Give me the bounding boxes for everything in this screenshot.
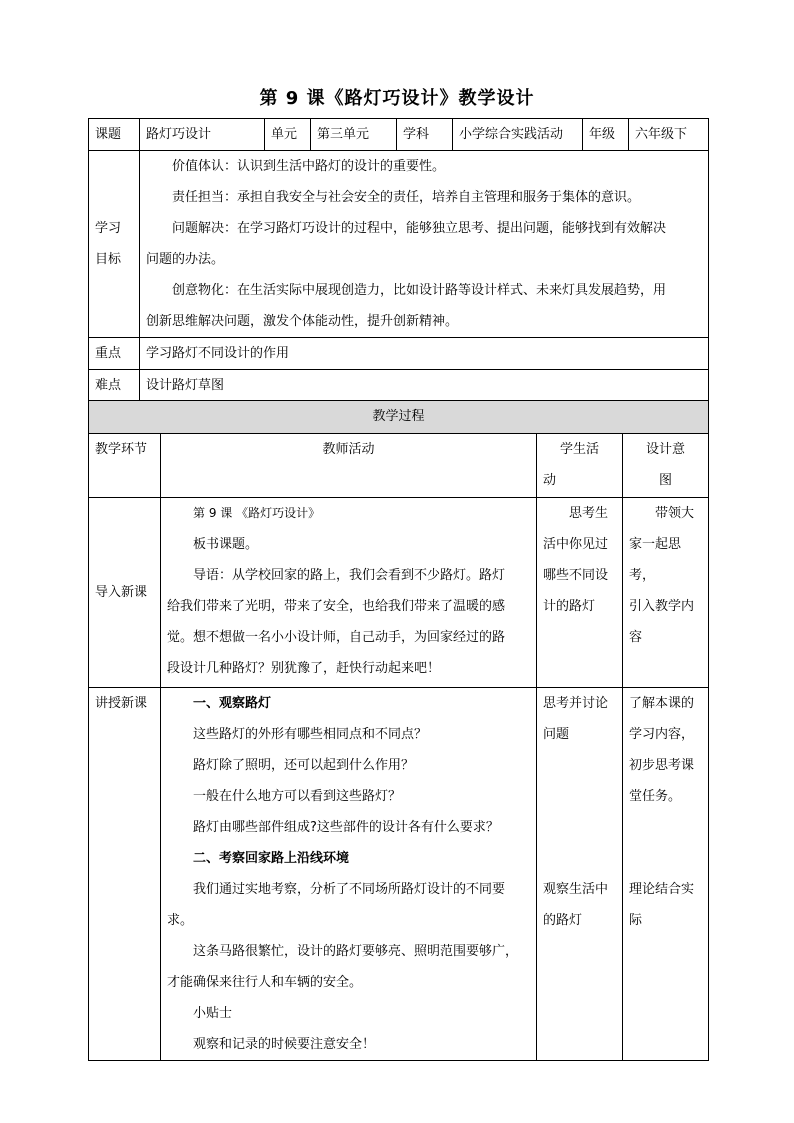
intro-intent-line1: 带领大 (655, 506, 695, 521)
key-point-value: 学习路灯不同设计的作用 (140, 338, 709, 370)
lecture-design-intent (623, 688, 709, 1061)
lesson-info-table (88, 118, 709, 402)
lecture-intent1-line2: 学习内容， (629, 727, 695, 742)
col-intent-line1: 设计意 (646, 442, 686, 457)
intro-stage: 导入新课 (89, 498, 161, 688)
objective-value: 价值体认：认识到生活中路灯的设计的重要性。 (172, 159, 446, 174)
col-student-line1: 学生活 (559, 442, 599, 457)
page-title: 第 9 课《路灯巧设计》教学设计 (259, 88, 535, 109)
lecture-intent1-line1: 了解本课的 (629, 696, 695, 711)
unit-label: 单元 (265, 119, 311, 151)
subject-value: 小学综合实践活动 (453, 119, 583, 151)
lecture-intent2-line2: 际 (629, 913, 643, 928)
lecture-student2-line1: 观察生活中 (543, 882, 609, 897)
lecture-teacher-activity (161, 688, 537, 1061)
lecture-student1-line2: 问题 (543, 727, 570, 742)
intro-teacher-activity (161, 498, 537, 688)
objective-problem-line2: 问题的办法。 (146, 252, 225, 267)
lecture-p2-line2: 才能确保来往行人和车辆的安全。 (167, 975, 363, 990)
lecture-intent1-line4: 堂任务。 (629, 789, 682, 804)
topic-value: 路灯巧设计 (140, 119, 265, 151)
intro-intent-line3: 引入教学内 (629, 599, 695, 614)
col-teacher-header: 教师活动 (161, 434, 537, 498)
lecture-question-3: 一般在什么地方可以看到这些路灯？ (193, 789, 402, 804)
col-intent-header (623, 434, 709, 498)
unit-value: 第三单元 (311, 119, 397, 151)
intro-guide-line3: 觉。想不想做一名小小设计师，自己动手，为回家经过的路 (167, 630, 506, 645)
objectives-label-line1: 学习 (95, 221, 122, 236)
intro-board: 板书课题。 (193, 537, 259, 552)
lecture-student-activity (537, 688, 623, 1061)
grade-label: 年级 (583, 119, 629, 151)
lecture-question-2: 路灯除了照明，还可以起到什么作用？ (193, 758, 415, 773)
lecture-p1-line1: 我们通过实地考察，分析了不同场所路灯设计的不同要 (193, 882, 506, 897)
lecture-p1-line2: 求。 (167, 913, 194, 928)
objectives-label-line2: 目标 (95, 252, 122, 267)
intro-student-line2: 活中你见过 (543, 537, 609, 552)
lecture-student2-line2: 的路灯 (543, 913, 583, 928)
lecture-question-1: 这些路灯的外形有哪些相同点和不同点？ (193, 727, 428, 742)
objectives-content (140, 151, 709, 338)
difficulty-value: 设计路灯草图 (140, 370, 709, 402)
lecture-p2-line1: 这条马路很繁忙，设计的路灯要够亮、照明范围要够广， (193, 944, 519, 959)
lecture-intent2-line1: 理论结合实 (629, 882, 695, 897)
topic-label: 课题 (89, 119, 140, 151)
lecture-tip-text: 观察和记录的时候要注意安全！ (193, 1037, 376, 1052)
objective-creative-line1: 创意物化：在生活实际中展现创造力，比如设计路等设计样式、未来灯具发展趋势，用 (172, 283, 667, 298)
intro-student-line4: 计的路灯 (543, 599, 596, 614)
intro-student-activity (537, 498, 623, 688)
intro-design-intent (623, 498, 709, 688)
intro-guide-line4: 段设计几种路灯？别犹豫了，赶快行动起来吧！ (167, 661, 441, 676)
lecture-intent-spacer (629, 812, 702, 874)
col-student-line2: 动 (543, 473, 557, 488)
intro-guide-line2: 给我们带来了光明，带来了安全，也给我们带来了温暖的感 (167, 599, 506, 614)
lecture-student-spacer (543, 750, 616, 874)
intro-intent-line4: 容 (629, 630, 643, 645)
intro-lesson-line: 第 9 课 《路灯巧设计》 (193, 506, 321, 520)
difficulty-label: 难点 (89, 370, 140, 402)
subject-label: 学科 (397, 119, 453, 151)
lecture-heading-2: 二、考察回家路上沿线环境 (193, 851, 350, 866)
lecture-stage: 讲授新课 (89, 688, 161, 1061)
objective-responsibility: 责任担当：承担自我安全与社会安全的责任，培养自主管理和服务于集体的意识。 (172, 190, 641, 205)
objective-creative-line2: 创新思维解决问题，激发个体能动性，提升创新精神。 (146, 314, 459, 329)
intro-intent-line2: 家一起思考， (629, 537, 682, 583)
process-header: 教学过程 (89, 401, 709, 434)
lecture-intent1-line3: 初步思考课 (629, 758, 695, 773)
intro-guide-line1: 导语：从学校回家的路上，我们会看到不少路灯。路灯 (193, 568, 506, 583)
col-stage-header: 教学环节 (89, 434, 161, 498)
col-intent-line2: 图 (659, 473, 673, 488)
lecture-question-4: 路灯由哪些部件组成?这些部件的设计各有什么要求？ (193, 820, 499, 835)
intro-student-line3: 哪些不同设 (543, 568, 609, 583)
col-student-header (537, 434, 623, 498)
lecture-student1-line1: 思考并讨论 (543, 696, 609, 711)
lecture-tip-title: 小贴士 (193, 1006, 233, 1021)
intro-student-line1: 思考生 (569, 506, 609, 521)
teaching-process-table (88, 400, 709, 1061)
lecture-heading-1: 一、观察路灯 (193, 696, 272, 711)
key-point-label: 重点 (89, 338, 140, 370)
grade-value: 六年级下 (629, 119, 709, 151)
objectives-label (89, 151, 140, 338)
objective-problem-line1: 问题解决：在学习路灯巧设计的过程中，能够独立思考、提出问题，能够找到有效解决 (172, 221, 667, 236)
